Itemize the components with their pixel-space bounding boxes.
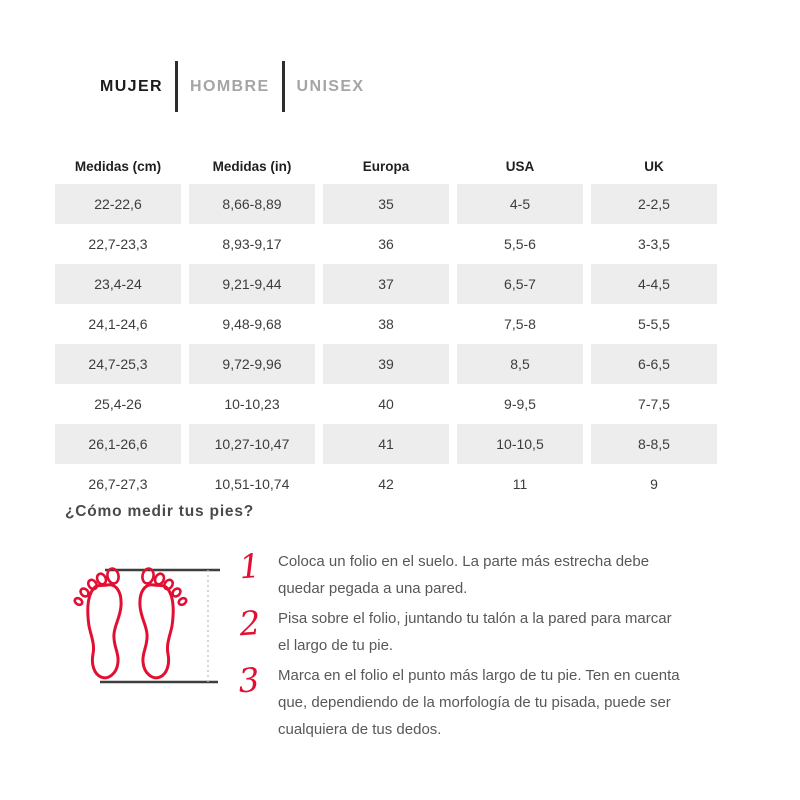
tab-divider — [282, 61, 285, 112]
step-2-line-1: Pisa sobre el folio, juntando tu talón a la pared para marcar — [278, 610, 672, 627]
table-row — [55, 464, 717, 504]
table-cell: 6-6,5 — [591, 344, 717, 384]
table-cell: 40 — [323, 384, 449, 424]
table-cell: 22-22,6 — [55, 184, 181, 224]
step-3-number: 3 — [237, 659, 261, 701]
tab-unisex[interactable]: UNISEX — [296, 77, 365, 95]
step-3 — [237, 659, 710, 743]
table-row — [55, 184, 717, 224]
table-cell: 9,72-9,96 — [189, 344, 315, 384]
table-cell: 8,93-9,17 — [189, 224, 315, 264]
feet-measure-diagram — [55, 552, 230, 692]
table-cell: 25,4-26 — [55, 384, 181, 424]
table-cell: 7,5-8 — [457, 304, 583, 344]
table-cell: 26,7-27,3 — [55, 464, 181, 504]
table-cell: 10-10,5 — [457, 424, 583, 464]
table-cell: 36 — [323, 224, 449, 264]
gender-tabs — [100, 61, 365, 112]
column-header: UK — [644, 159, 664, 174]
table-cell: 9-9,5 — [457, 384, 583, 424]
size-table-head — [55, 155, 717, 184]
table-cell: 9,21-9,44 — [189, 264, 315, 304]
column-header: Medidas (in) — [212, 159, 292, 174]
table-cell: 41 — [323, 424, 449, 464]
step-2-line-2: el largo de tu pie. — [278, 637, 394, 654]
table-cell: 10,51-10,74 — [189, 464, 315, 504]
tab-hombre[interactable]: HOMBRE — [190, 77, 270, 95]
table-cell: 3-3,5 — [591, 224, 717, 264]
table-row — [55, 304, 717, 344]
step-1-number: 1 — [238, 545, 262, 587]
step-1-line-1: Coloca un folio en el suelo. La parte más estrecha debe — [278, 553, 650, 570]
how-to-title: ¿Cómo medir tus pies? — [65, 503, 255, 520]
step-1 — [238, 545, 710, 602]
left-footprint — [74, 568, 122, 678]
table-cell: 5,5-6 — [457, 224, 583, 264]
table-cell: 5-5,5 — [591, 304, 717, 344]
table-cell: 7-7,5 — [591, 384, 717, 424]
table-cell: 4-4,5 — [591, 264, 717, 304]
table-row — [55, 384, 717, 424]
size-conversion-table — [47, 155, 725, 504]
table-cell: 4-5 — [457, 184, 583, 224]
table-row — [55, 424, 717, 464]
table-cell: 6,5-7 — [457, 264, 583, 304]
table-cell: 9,48-9,68 — [189, 304, 315, 344]
measure-steps — [237, 545, 710, 746]
column-header: Medidas (cm) — [74, 159, 162, 174]
step-1-line-2: quedar pegada a una pared. — [278, 580, 468, 597]
table-cell: 23,4-24 — [55, 264, 181, 304]
step-2-text — [278, 605, 672, 659]
table-cell: 8-8,5 — [591, 424, 717, 464]
table-row — [55, 344, 717, 384]
table-cell: 37 — [323, 264, 449, 304]
table-cell: 35 — [323, 184, 449, 224]
step-2 — [238, 602, 710, 659]
table-cell: 26,1-26,6 — [55, 424, 181, 464]
size-table-body — [55, 184, 717, 504]
column-header: USA — [505, 159, 535, 174]
step-1-text — [278, 548, 649, 602]
header-row — [55, 155, 717, 184]
right-footprint — [140, 568, 188, 678]
table-cell: 39 — [323, 344, 449, 384]
table-cell: 8,5 — [457, 344, 583, 384]
table-cell: 24,1-24,6 — [55, 304, 181, 344]
table-cell: 10,27-10,47 — [189, 424, 315, 464]
table-row — [55, 224, 717, 264]
step-2-number: 2 — [238, 602, 262, 644]
table-cell: 11 — [457, 464, 583, 504]
table-cell: 42 — [323, 464, 449, 504]
step-3-text — [278, 662, 680, 743]
tab-divider — [175, 61, 178, 112]
table-row — [55, 264, 717, 304]
table-cell: 38 — [323, 304, 449, 344]
table-cell: 24,7-25,3 — [55, 344, 181, 384]
table-cell: 22,7-23,3 — [55, 224, 181, 264]
step-3-line-3: cualquiera de tus dedos. — [278, 721, 442, 738]
table-cell: 8,66-8,89 — [189, 184, 315, 224]
table-cell: 2-2,5 — [591, 184, 717, 224]
step-3-line-2: que, dependiendo de la morfología de tu pisada, puede ser — [278, 694, 671, 711]
column-header: Europa — [362, 159, 410, 174]
table-cell: 9 — [591, 464, 717, 504]
table-cell: 10-10,23 — [189, 384, 315, 424]
tab-mujer[interactable]: MUJER — [100, 77, 164, 95]
step-3-line-1: Marca en el folio el punto más largo de tu pie. Ten en cuenta — [278, 667, 680, 684]
